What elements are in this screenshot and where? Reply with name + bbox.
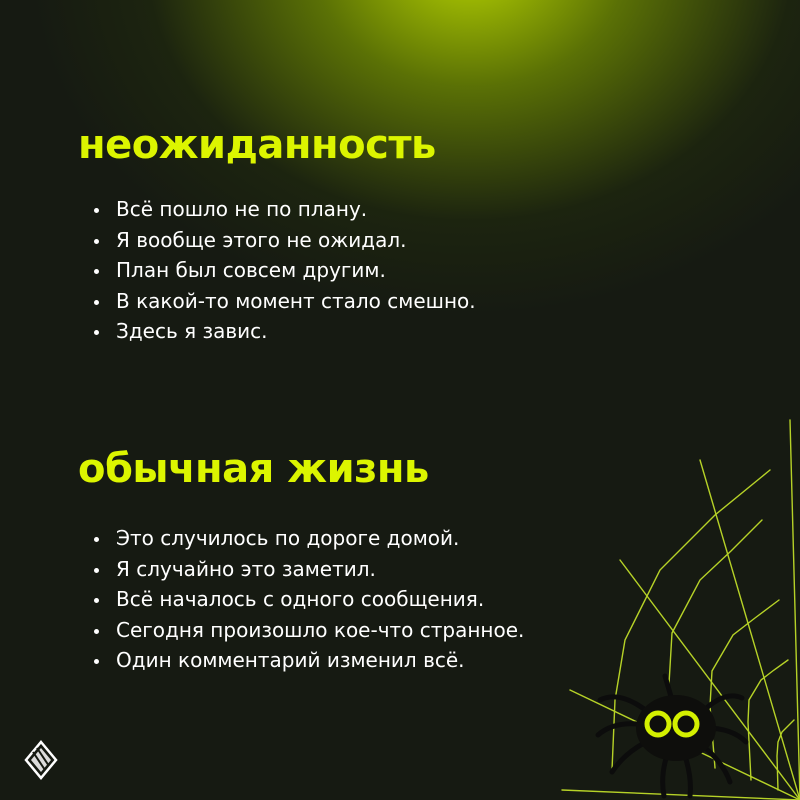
- bullet-list: [90, 523, 524, 676]
- bullet-dot-icon: [94, 269, 99, 274]
- list-item-text: Я вообще этого не ожидал.: [116, 227, 407, 252]
- list-item-text: Всё началось с одного сообщения.: [116, 587, 485, 611]
- bullet-dot-icon: [94, 537, 99, 542]
- list-item: [90, 523, 524, 554]
- bullet-dot-icon: [94, 629, 99, 634]
- list-item-text: Всё пошло не по плану.: [116, 197, 368, 221]
- list-item-text: В какой-то момент стало смешно.: [116, 288, 476, 313]
- bullet-list: [90, 194, 476, 347]
- list-item: [90, 194, 476, 225]
- spider-web-icon: [560, 400, 800, 800]
- section-unexpectedness: [78, 122, 476, 343]
- list-item-text: Это случилось по дороге домой.: [116, 526, 460, 550]
- bullet-dot-icon: [94, 598, 99, 603]
- list-item: [90, 645, 524, 676]
- list-item: [90, 615, 524, 646]
- bullet-dot-icon: [94, 239, 99, 244]
- spider-icon: [598, 676, 746, 796]
- bullet-dot-icon: [94, 330, 99, 335]
- list-item-text: Один комментарий изменил всё.: [116, 648, 465, 672]
- list-item: [90, 286, 476, 317]
- section-heading: обычная жизнь: [78, 446, 429, 492]
- bullet-dot-icon: [94, 208, 99, 213]
- list-item-text: Я случайно это заметил.: [116, 556, 376, 581]
- list-item: [90, 584, 524, 615]
- list-item: [90, 554, 524, 585]
- bullet-dot-icon: [94, 300, 99, 305]
- list-item-text: Сегодня произошло кое-что странное.: [116, 617, 525, 642]
- list-item-text: Здесь я завис.: [116, 319, 268, 343]
- list-item-text: План был совсем другим.: [116, 258, 386, 282]
- list-item: [90, 225, 476, 256]
- list-item: [90, 316, 476, 347]
- bullet-dot-icon: [94, 659, 99, 664]
- diamond-logo-icon: [24, 740, 58, 780]
- bullet-dot-icon: [94, 568, 99, 573]
- section-ordinary-life: [78, 446, 525, 672]
- list-item: [90, 255, 476, 286]
- section-heading: неожиданность: [78, 122, 436, 168]
